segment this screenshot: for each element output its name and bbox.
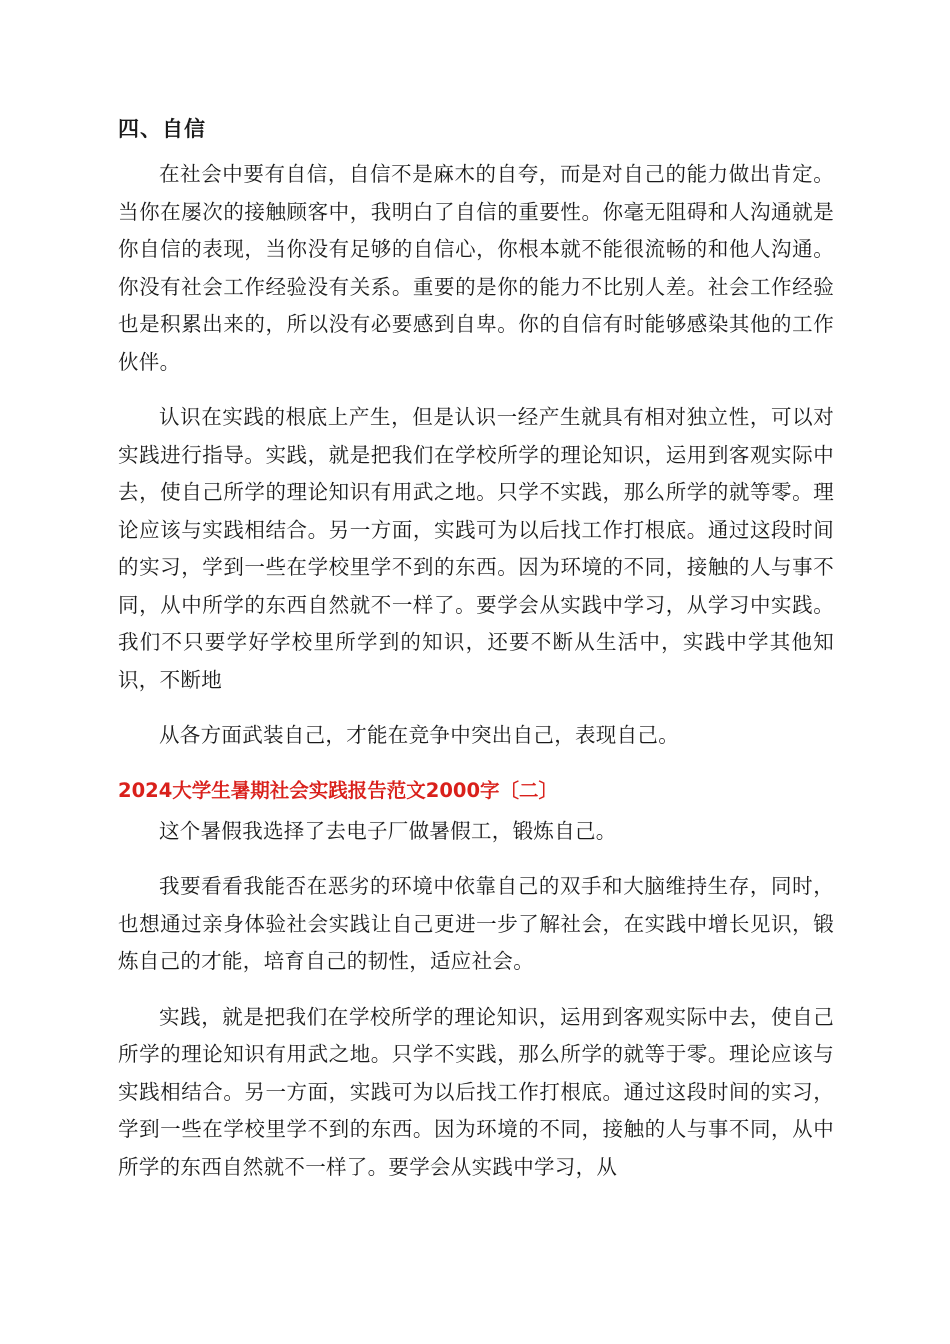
paragraph: 这个暑假我选择了去电子厂做暑假工，锻炼自己。 — [159, 818, 617, 843]
paragraph: 认识在实践的根底上产生，但是认识一经产生就具有相对独立性，可以对实践进行指导。实践，就是把我们在学校所学的理论知识，运用到客观实际中去，使自己所学的理论知识有用武之地。只学不实践，那么所学的就等零。理论应该与实践相结合。另一方面，实践可为以后找工作打根底。通过这段时间的实习，学到一些在学校里学不到的东西。因为环境的不同，接触的人与事不同，从中所学的东西自然就不一样了。要学会从实践中学习，从学习中实践。我们不只要学好学校里所学到的知识，还要不断从生活中，实践中学其他知识，不断地 — [118, 405, 834, 692]
document-page — [118, 108, 834, 1204]
section-heading: 四、自信 — [118, 117, 206, 141]
article-title: 2024大学生暑期社会实践报告范文2000字〔二〕 — [118, 778, 559, 802]
paragraph: 我要看看我能否在恶劣的环境中依靠自己的双手和大脑维持生存，同时，也想通过亲身体验社会实践让自己更进一步了解社会，在实践中增长见识，锻炼自己的才能，培育自己的韧性，适应社会。 — [118, 874, 834, 973]
paragraph: 在社会中要有自信，自信不是麻木的自夸，而是对自己的能力做出肯定。当你在屡次的接触顾客中，我明白了自信的重要性。你毫无阻碍和人沟通就是你自信的表现，当你没有足够的自信心，你根本就不能很流畅的和他人沟通。你没有社会工作经验没有关系。重要的是你的能力不比别人差。社会工作经验也是积累出来的，所以没有必要感到自卑。你的自信有时能够感染其他的工作伙伴。 — [118, 162, 834, 374]
paragraph: 从各方面武装自己，才能在竞争中突出自己，表现自己。 — [159, 723, 679, 747]
paragraph: 实践，就是把我们在学校所学的理论知识，运用到客观实际中去，使自己所学的理论知识有用武之地。只学不实践，那么所学的就等于零。理论应该与实践相结合。另一方面，实践可为以后找工作打根底。通过这段时间的实习，学到一些在学校里学不到的东西。因为环境的不同，接触的人与事不同，从中所学的东西自然就不一样了。要学会从实践中学习，从 — [118, 1004, 834, 1179]
